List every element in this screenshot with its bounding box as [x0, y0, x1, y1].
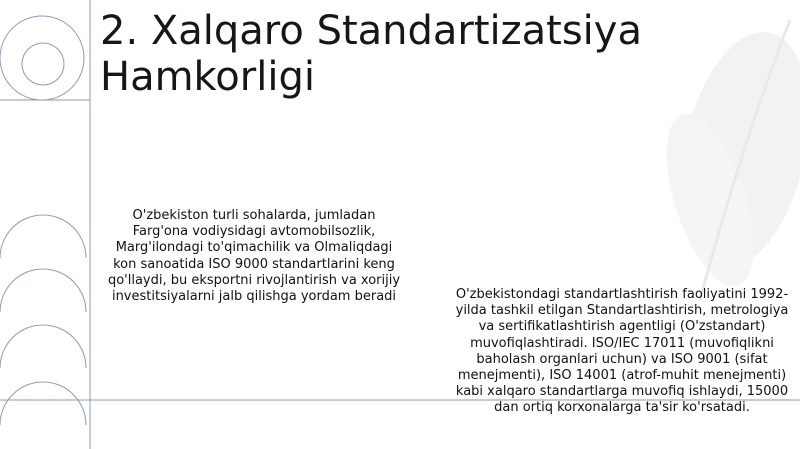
right-paragraph: O'zbekistondagi standartlashtirish faoliyatini 1992-yilda tashkil etilgan Standartlashtirish, metrologiya va sertifikatlashtirish agentligi (O'zstandart) muvofiqlashtiradi. ISO/IEC 17011 (muvofiqlikni baholash organlari uchun) va ISO 9001 (sifat menejmenti), ISO 14001 (atrof-muhit menejmenti) kabi xalqaro standartlarga muvofiq ishlaydi, 15000 dan ortiq korxonalarga ta'sir ko'rsatadi.	[455, 287, 789, 416]
arc-4	[0, 382, 86, 425]
left-paragraph: O'zbekiston turli sohalarda, jumladan Farg'ona vodiysidagi avtomobilsozlik, Marg'ilondagi to'qimachilik va Olmaliqdagi kon sanoatida ISO 9000 standartlarini keng qo'llaydi, bu eksportni rivojlantirish va xorijiy investitsiyalarni jalb qilishga yordam beradi	[107, 208, 401, 305]
title-line-2: Hamkorligi	[100, 54, 315, 100]
arc-1	[0, 215, 86, 258]
arc-2	[0, 269, 86, 312]
title-line-1: 2. Xalqaro Standartizatsiya	[100, 8, 642, 54]
circle-small-top	[22, 43, 64, 85]
arc-3	[0, 325, 86, 368]
slide-title	[100, 8, 780, 100]
circle-large-top	[0, 16, 84, 100]
